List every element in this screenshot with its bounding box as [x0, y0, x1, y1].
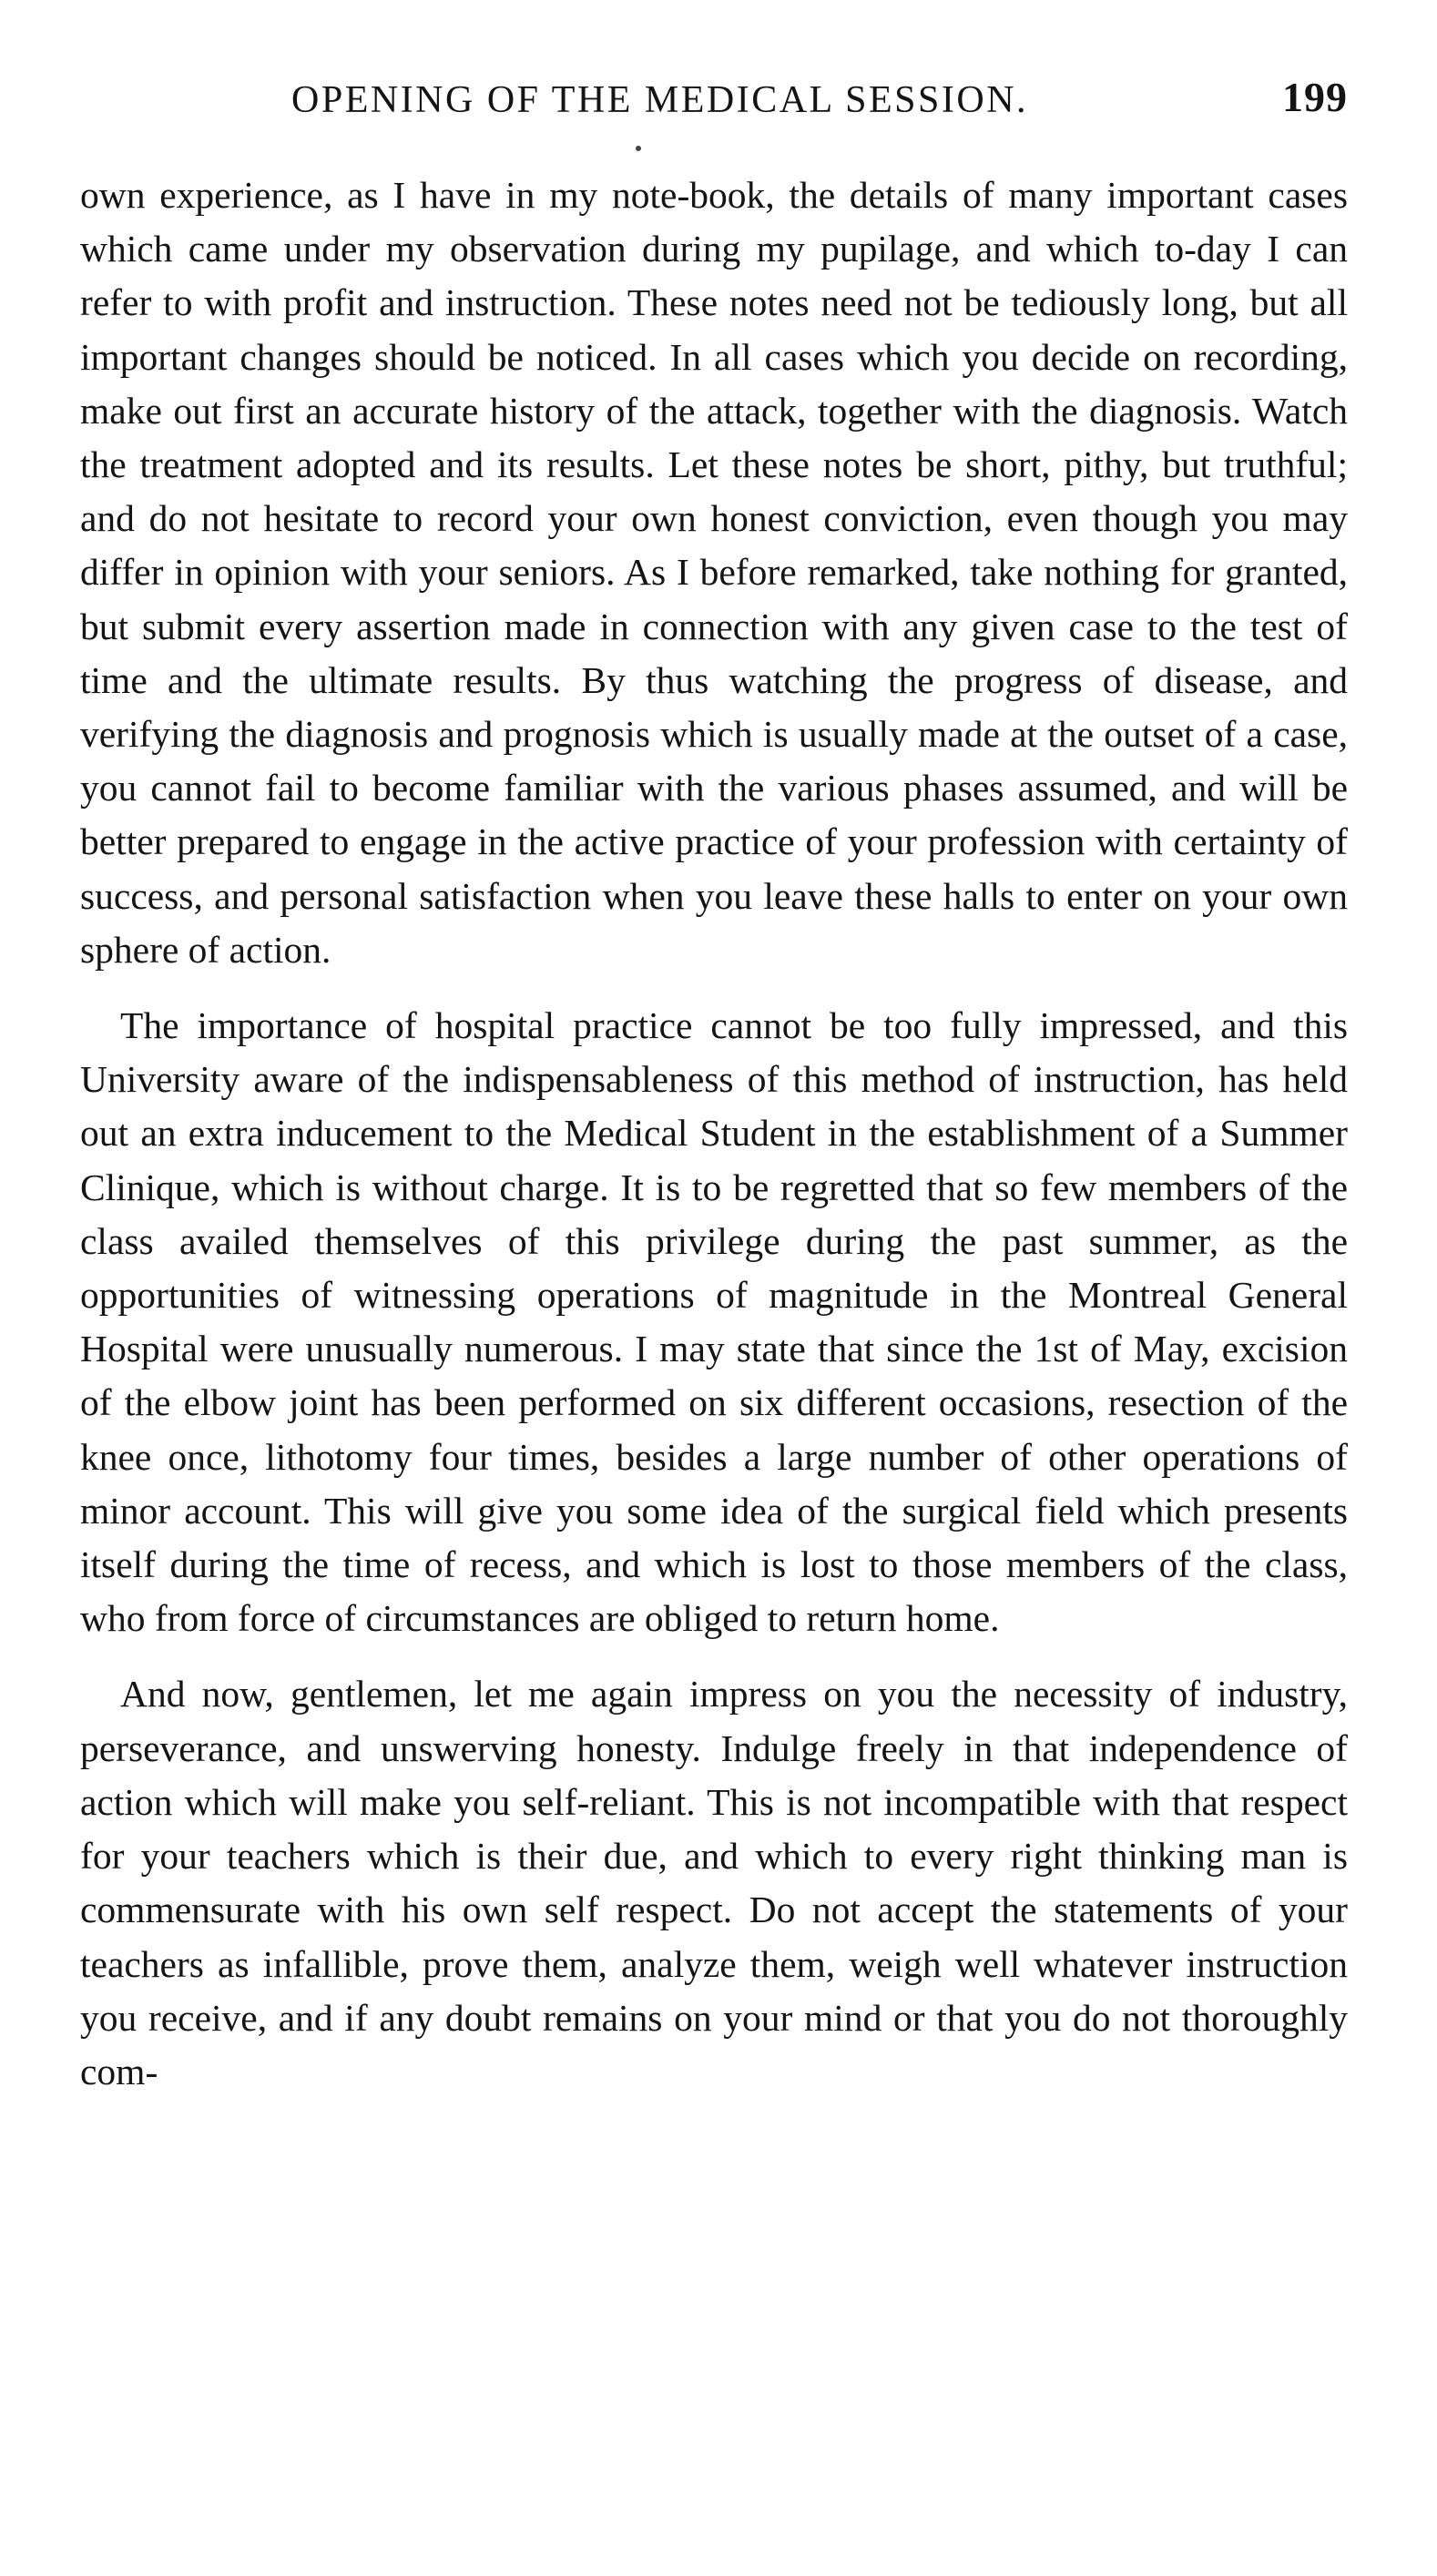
page-number: 199: [1282, 74, 1348, 120]
paragraph-continued: own experience, as I have in my note-book, the details of many important cases which came under my observation during my pupilage, and which to-day I can refer to with profit and instruction. These notes need not be tediously long, but all important changes should be noticed. In all cases which you decide on recording, make out first an accurate history of the attack, together with the diagnosis. Watch the treatment adopted and its results. Let these notes be short, pithy, but truthful; and do not hesitate to record your own honest conviction, even though you may differ in opinion with your seniors. As I before remarked, take nothing for granted, but submit every assertion made in connection with any given case to the test of time and the ultimate results. By thus watching the progress of disease, and verifying the diagnosis and prognosis which is usually made at the outset of a case, you cannot fail to become familiar with the various phases assumed, and will be better prepared to engage in the active practice of your profession with certainty of success, and personal satisfaction when you leave these halls to enter on your own sphere of action.: [80, 174, 1348, 971]
paragraph-hospital-practice: The importance of hospital practice cannot be too fully impressed, and this University aware of the indispensableness of this method of instruction, has held out an extra inducement to the Medical Student in the establishment of a Summer Clinique, which is without charge. It is to be regretted that so few members of the class availed themselves of this privilege during the past summer, as the opportunities of witnessing operations of magnitude in the Montreal General Hospital were unusually numerous. I may state that since the 1st of May, excision of the elbow joint has been performed on six different occasions, resection of the knee once, lithotomy four times, besides a large number of other operations of minor account. This will give you some idea of the surgical field which presents itself during the time of recess, and which is lost to those members of the class, who from force of circumstances are obliged to return home.: [80, 1004, 1348, 1640]
paragraph-closing-exhortation: And now, gentlemen, let me again impress on you the necessity of industry, perseverance, and unswerving honesty. Indulge freely in that independence of action which will make you self-reliant. This is not incompatible with that respect for your teachers which is their due, and which to every right thinking man is commensurate with his own self respect. Do not accept the statements of your teachers as infallible, prove them, analyze them, weigh well whatever instruction you receive, and if any doubt remains on your mind or that you do not thoroughly com-: [80, 1673, 1348, 2092]
running-title: OPENING OF THE MEDICAL SESSION.: [291, 79, 1029, 121]
print-dot-mark: [636, 146, 641, 151]
body-text: [80, 168, 1348, 2099]
running-head: [80, 74, 1348, 133]
